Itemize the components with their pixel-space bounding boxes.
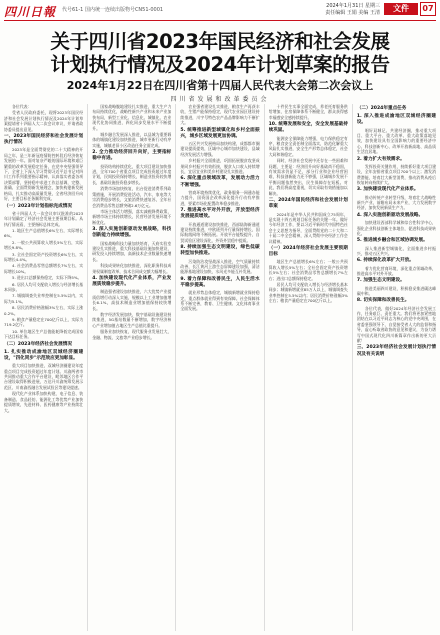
paragraph: 各位代表，做好2024年经济社会发展工作，任务艰巨、责任重大。我们将更加紧密地团结在以习近平同志为核心的党中央周围，在省委坚强领导下，自觉接受省人大的监督和指导，虚心听取省政协的意见和建议，为奋力谱写中国式现代化四川新篇章作出新的更大贡献！ — [356, 305, 437, 343]
section-heading: 10. 统筹发展和安全，安全发展基础持续巩固。 — [268, 122, 348, 134]
text-column — [92, 104, 171, 631]
paragraph: 10. 单位地区生产总值能耗降低完成国家下达目标任务。 — [4, 328, 84, 340]
paragraph: 能源安全保障能力增强，电力保供稳定有序，粮食安全责任制全面落实，防范化解重大风险扎实推进，安全生产形势总体稳定，社会大局和谐稳定。 — [268, 135, 348, 157]
paragraph: 3. 全社会固定资产投资增长6%左右，实际增长4.4%。 — [4, 251, 84, 262]
text-column — [269, 104, 348, 631]
byline: 四川省发展和改革委员会 — [170, 96, 270, 103]
paragraph: 同时，经济社会发展中还存在一些困难和问题，主要是：经济回升向好基础尚不稳固，有效需求仍显不足，部分行业和企业经营困难，科技创新能力还不够强，区域城乡发展不平衡问题依然突出，民生保障存在短板。对此，我们将高度重视，切实采取有效措施加以解决。 — [268, 158, 348, 196]
section-heading: 8. 持续加强生态文明建设，绿色低碳转型加快推进。 — [180, 245, 260, 257]
section-heading: 7. 推进高水平对外开放，开放型经济发展提质增效。 — [180, 208, 260, 220]
section-badge: 文件 — [384, 3, 418, 15]
editor-line: 责任编辑 王娟 美编 王清 — [325, 10, 380, 16]
section-heading: 4. 加快建设现代化产业体系，产业发展质效稳步提升。 — [92, 275, 172, 288]
section-heading: （一）2023年计划指标完成情况 — [4, 203, 72, 209]
page-number: 07 — [420, 2, 436, 16]
paragraph: 着力优化营商环境，深化重点领域改革，推进高水平对外开放。 — [356, 265, 437, 276]
paragraph: 6. 居民人均可支配收入增长与经济增长基本同步。 — [4, 281, 84, 292]
paragraph: 十件民生实事全面完成，养老托育服务供给增加，住房保障体系不断健全，群众获得感幸福感安全感持续提升。 — [268, 104, 348, 120]
section-heading: 1. 扎实推动成渝地区双城经济圈建设，"四化同步"示范效应更加彰显。 — [4, 349, 84, 362]
paragraph: 城乡融合发展深入推进，以县城为重要载体的城镇化建设加快推进，城市更新行动有序实施，城镇老旧小区改造任务全面完成。 — [92, 132, 172, 148]
section-heading: 4. 深入实施创新驱动发展战略。 — [356, 212, 424, 218]
headline-line-1: 关于四川省2023年国民经济和社会发展 — [50, 30, 390, 53]
column-divider — [352, 104, 353, 631]
paragraph: 现代化产业体系加快构建，电子信息、装备制造、食品轻纺、能源化工等优势产业加快提质增效，先进材料、医药健康等产业持续壮大。 — [4, 391, 84, 413]
paragraph: 开放通道建设加快推进，西部陆海新通道建设持续推进，中欧班列开行量保持增长，国际航线网络不断拓展。开放平台能级提升，自贸试验区建设深化，外资外贸稳中提质。 — [180, 221, 260, 243]
section-heading: 5. 推进城乡融合和区域协调发展。 — [356, 238, 428, 244]
masthead — [0, 0, 440, 22]
section-heading: （二）2024年重点任务 — [356, 106, 407, 111]
date-info — [325, 3, 380, 17]
paragraph: 五区共兴发展格局加快构建，成都都市圈建设提质提效，区域中心城市加快建设，县域经济发展活力增强。 — [180, 141, 260, 157]
section-heading: 3. 深入实施创新驱动发展战略，科技创新能力持续增强。 — [92, 227, 172, 239]
section-heading: 2. 全力推动经济回升向好，主要指标稳中有进。 — [92, 150, 172, 162]
masthead-divider — [4, 20, 436, 21]
paragraph: 受省人民政府委托，现将2023年国民经济和社会发展计划执行情况及2024年计划草案提请省十四届人大二次会议审议，并请省政协委员提出意见。 — [4, 110, 84, 132]
paragraph: 乡村振兴全面推进，巩固拓展脱贫攻坚成果同乡村振兴有效衔接，脱贫人口收入持续增长，宜居宜业和美乡村建设扎实推进。 — [180, 158, 260, 175]
paragraph: 农业强省建设扎实推进，粮食生产再获丰收，生猪产能保持稳定，现代农业园区建设持续推进，川字号特色农产品品牌影响力不断扩大。 — [180, 104, 260, 126]
paragraph: 加快建设西部科学城和综合性科学中心，强化企业科技创新主体地位，促进科技成果转化。 — [356, 220, 437, 236]
text-column — [357, 104, 436, 631]
paragraph: 2024年是中华人民共和国成立75周年，是实现十四五规划目标任务的关键一年。做好今年经济工作，要以习近平新时代中国特色社会主义思想为指导，全面贯彻党的二十大和二十届二中全会精神，深入贯彻中央经济工作会议精神。 — [268, 211, 348, 244]
section-heading: 5. 统筹推进新型城镇化和乡村全面振兴，城乡区域发展更加协调。 — [180, 127, 260, 139]
section-heading: 二、2024年国民经济和社会发展计划草案 — [268, 198, 348, 210]
column-divider — [87, 104, 88, 631]
section-heading: 8. 切实保障和改善民生。 — [356, 298, 410, 304]
paragraph: 污染防治攻坚战深入推进，空气质量持续改善，长江黄河上游生态屏障建设加强，清洁能源基地建设加快，水风光多能互补发展。 — [180, 258, 260, 275]
paragraph: 数字经济发展加快，数字基础设施建设持续推进，5G基站数量不断增加，数字经济核心产业增加值占地区生产总值比重提升。 — [92, 312, 172, 328]
subheadline: 2024年1月22日在四川省第十四届人民代表大会第二次会议上 — [66, 79, 374, 92]
section-heading: 9. 着力保障和改善民生，人民生活水平稳步提高。 — [180, 276, 260, 288]
paragraph: 省十四届人大一次会议审议批准的2023年计划确定了经济社会发展主要预期目标。从执行情况看，主要指标总体完成。 — [4, 210, 84, 227]
section-heading: 3. 加快建设现代化产业体系。 — [356, 187, 419, 193]
paragraph: 1. 地区生产总值增长6%左右，实际增长6%。 — [4, 227, 84, 239]
section-heading: （一）2024年经济社会发展主要预期目标 — [268, 245, 348, 258]
paragraph: 8. 居民消费价格涨幅3%左右，实际上涨0.2%。 — [4, 305, 84, 316]
section-heading: （二）2023年经济社会发展情况 — [4, 341, 72, 347]
paragraph: 4. 社会消费品零售总额增长7%左右，实际增长10%。 — [4, 263, 84, 274]
paragraph: 各位代表： — [12, 104, 32, 109]
paragraph: 投资结构持续优化，重大项目建设加快推进，全年700个省重点项目完成投资超过年度计划，民间投资保持增长，制造业投资较快增长，基础设施投资稳步增长。 — [92, 163, 172, 185]
paragraph: 9. 粮食产量稳定在700亿斤以上，实际为719.2亿斤。 — [4, 317, 84, 328]
paragraph: 发挥投资关键作用，持续抓好重大项目建设，全年安排省重点项目700个以上；激发消费潜能，培育壮大新型消费，推动消费从疫后恢复转向持续扩大。 — [356, 163, 437, 186]
column-divider — [264, 104, 265, 631]
section-heading: 1. 深入推进成渝地区双城经济圈建设。 — [356, 114, 437, 126]
paragraph: 消费市场加快恢复，出台促进消费系列政策措施，开展消费促进活动，汽车、家电等大宗消费稳步增长，文旅消费快速复苏，全年社会消费品零售总额突破2.6万亿元。 — [92, 186, 172, 208]
text-column — [4, 104, 83, 631]
paragraph: 国家战略腹地建设扎实推进，重大生产力布局持续优化，战略性新兴产业和未来产业加快布局，新型工业化、信息化、城镇化、农业现代化协同推进，四化同步发展水平不断提升。 — [92, 104, 172, 131]
paragraph: 地区生产总值增长6%左右；一般公共预算收入增长5%左右；全社会固定资产投资增长5%左右；社会消费品零售总额增长7%左右；进出口总额保持稳定。 — [268, 259, 348, 281]
section-heading: 6. 深化重点领域改革，发展动力活力不断增强。 — [180, 176, 260, 188]
text-column — [180, 104, 259, 631]
headline — [4, 30, 436, 76]
section-heading: 2. 着力扩大有效需求。 — [356, 156, 405, 162]
paragraph: 服务业加快恢复，现代服务业发展壮大，金融、物流、文旅等产业稳步增长。 — [92, 329, 172, 340]
paragraph: 推动传统产业转型升级，培育壮大战略性新兴产业，前瞻布局未来产业，大力发展数字经济，加快发展新质生产力。 — [356, 194, 437, 211]
section-heading: 一、2023年国民经济和社会发展计划执行情况 — [4, 134, 84, 146]
column-divider — [175, 104, 176, 631]
paragraph: 2023年是全面贯彻党的二十大精神的开局之年，是三年新冠疫情防控转段后经济恢复发展的一年。面对复杂严峻的国际环境和艰巨繁重的改革发展稳定任务，在党中央坚强领导下，全省上下深入学习贯彻习近平总书记对四川工作系列重要指示精神，认真落实省委各项决策部署，坚持稳中求进工作总基调，完整、准确、全面贯彻新发展理念，加快构建新发展格局，扎实推动高质量发展，全省经济回升向好，主要目标任务顺利完成。 — [4, 147, 84, 202]
headline-line-2: 计划执行情况及2024年计划草案的报告 — [50, 53, 390, 76]
paragraph: 推进美丽四川建设，积极稳妥推进碳达峰碳中和。 — [356, 285, 437, 296]
paragraph: 制造强省建设加快推进，六大优势产业提质倍增行动深入实施，规模以上工业增加值增长6.1%，高技术制造业增加值保持较快增长。 — [92, 289, 172, 311]
paragraph: 2. 一般公共预算收入增长5%左右，实际增长9.8%。 — [4, 239, 84, 251]
section-heading: 三、2023年经济社会发展计划执行情况及有关说明 — [356, 345, 437, 357]
paragraph: 就业形势总体稳定，城镇新增就业保持稳定，重点群体就业得到有效保障。社会保障体系不断完善，教育、卫生健康、文化体育事业全面发展。 — [180, 290, 260, 312]
newspaper-logo: 四川日報 — [4, 5, 57, 19]
paragraph: 重大项目加快推进，双城经济圈建设年度重点项目完成投资超过年度计划。川渝两省市共同推动重大合作平台建设，毗邻地区合作平台建设取得积极进展，万达开川渝统筹发展示范区、川南渝西融合发展试验区等建设提速。 — [4, 363, 84, 390]
issue-info: 代号61-1 国内统一连续出版物号CN51-0001 — [62, 7, 164, 13]
date-line: 2024年1月31日 星期三 — [326, 3, 380, 9]
paragraph: 市场主体活力增强，落实减税降费政策，新增市场主体持续增长，民营经济发展环境不断优化。 — [92, 208, 172, 225]
section-heading: 7. 加强生态文明建设。 — [356, 278, 405, 284]
paragraph: 5. 进出口总额保持稳定，实际下降5%。 — [12, 275, 82, 281]
paragraph: 7. 城镇调查失业率控制在5.5%以内，实际为5.1%。 — [4, 293, 84, 304]
article-body — [4, 104, 436, 631]
paragraph: 国家战略科技力量加快培育，天府实验室建设扎实推进，重大科技基础设施加快建设，研发投入持续增加，高新技术企业数量快速增长。 — [92, 240, 172, 262]
paragraph: 唱好双城记、共建经济圈，推动重大项目、重大平台、重大改革、重大政策落地见效，加快建设具有全国影响力的重要经济中心、科技创新中心、改革开放新高地、高品质生活宜居地。 — [356, 127, 437, 155]
paragraph: 营商环境持续优化，政务服务一网通办能力提升，国资国企改革深化提升行动有序推进，要素市场化配置改革稳步推进。 — [180, 189, 260, 206]
paragraph: 深入推进新型城镇化，全面推进乡村振兴，推动五区共兴。 — [356, 245, 437, 256]
section-heading: 6. 持续深化改革扩大开放。 — [356, 258, 414, 264]
paragraph: 科技成果转化加快推进，深化职务科技成果权属制度改革，技术合同成交额大幅增长。 — [92, 263, 172, 274]
paragraph: 居民人均可支配收入增长与经济增长基本同步；城镇新增就业85万人以上，城镇调查失业率控制在5.5%以内；居民消费价格涨幅3%左右；粮食产量稳定在700亿斤以上。 — [268, 281, 348, 304]
